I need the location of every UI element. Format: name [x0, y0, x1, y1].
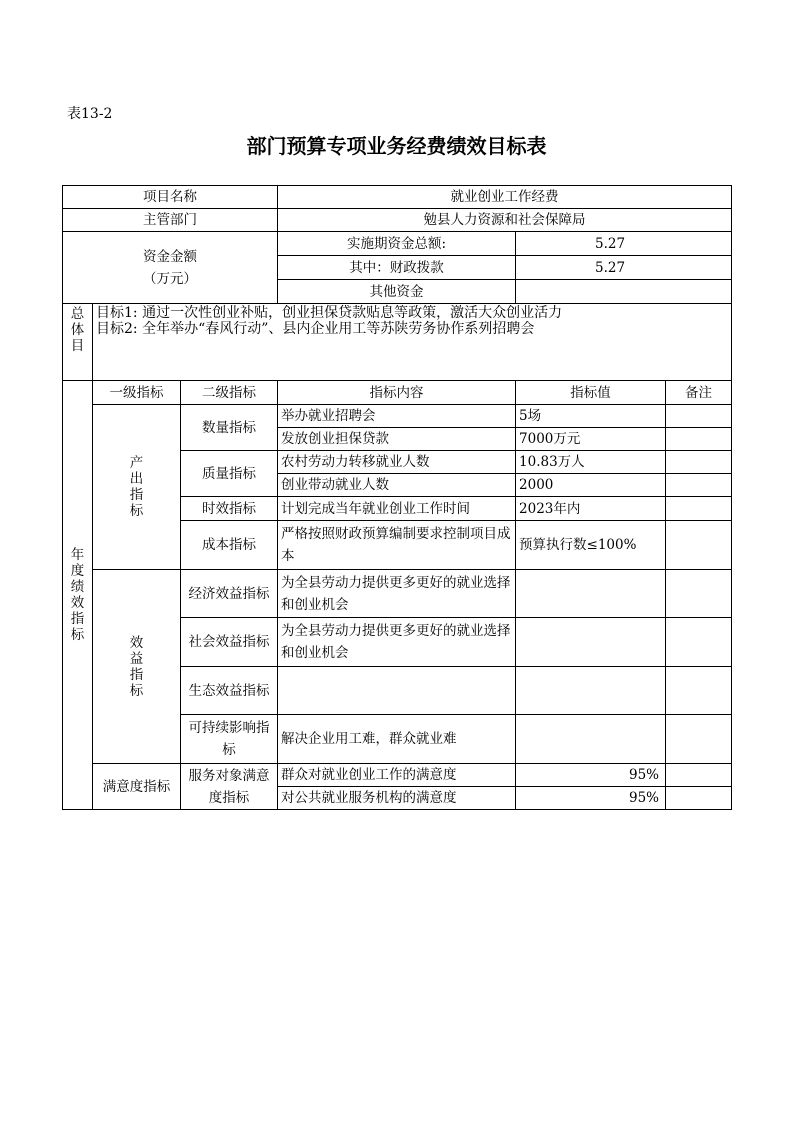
page-title: 部门预算专项业务经费绩效目标表 — [246, 134, 547, 158]
indicator-content: 群众对就业创业工作的满意度 — [278, 764, 516, 787]
indicator-header-row — [63, 381, 732, 405]
remark-cell — [666, 474, 732, 497]
indicator-content: 发放创业担保贷款 — [278, 428, 516, 451]
satisfaction-label: 满意度指标 — [93, 764, 181, 810]
remark-cell — [666, 521, 732, 570]
overall-goals-row — [63, 304, 732, 381]
indicator-value — [516, 570, 666, 618]
remark-cell — [666, 428, 732, 451]
dept-label: 主管部门 — [63, 209, 278, 232]
goal-2: 目标2: 全年举办“春风行动”、县内企业用工等苏陕劳务协作系列招聘会 — [96, 321, 535, 337]
performance-table — [62, 185, 732, 810]
header-content: 指标内容 — [278, 381, 516, 405]
quantity-label: 数量指标 — [181, 405, 278, 451]
funds-fiscal-label: 其中：财政拨款 — [278, 256, 516, 280]
indicator-value — [516, 715, 666, 764]
remark-cell — [666, 451, 732, 474]
indicator-content: 对公共就业服务机构的满意度 — [278, 787, 516, 810]
social-label: 社会效益指标 — [181, 618, 278, 667]
indicator-content — [278, 667, 516, 715]
remark-cell — [666, 715, 732, 764]
dept-value: 勉县人力资源和社会保障局 — [278, 209, 732, 232]
overall-goals — [93, 304, 732, 381]
funds-total-label: 实施期资金总额: — [278, 232, 516, 256]
indicator-content: 为全县劳动力提供更多更好的就业选择和创业机会 — [278, 570, 516, 618]
header-value: 指标值 — [516, 381, 666, 405]
indicator-value: 预算执行数≤100% — [516, 521, 666, 570]
indicator-value: 10.83万人 — [516, 451, 666, 474]
indicator-value: 7000万元 — [516, 428, 666, 451]
economic-label: 经济效益指标 — [181, 570, 278, 618]
funds-other-value — [516, 280, 732, 304]
quality-label: 质量指标 — [181, 451, 278, 497]
indicator-value: 2000 — [516, 474, 666, 497]
timeliness-label: 时效指标 — [181, 497, 278, 521]
header-level1: 一级指标 — [93, 381, 181, 405]
project-value: 就业创业工作经费 — [278, 186, 732, 209]
annual-label: 年 度 绩 效 指 标 — [63, 381, 93, 810]
cost-label: 成本指标 — [181, 521, 278, 570]
funds-label: 资金金额 — [143, 248, 197, 265]
indicator-content: 农村劳动力转移就业人数 — [278, 451, 516, 474]
remark-cell — [666, 764, 732, 787]
indicator-value — [516, 618, 666, 667]
header-remark: 备注 — [666, 381, 732, 405]
table-row — [63, 764, 732, 787]
eco-label: 生态效益指标 — [181, 667, 278, 715]
indicator-content: 创业带动就业人数 — [278, 474, 516, 497]
remark-cell — [666, 787, 732, 810]
overall-label: 总 体 目 — [63, 304, 93, 381]
remark-cell — [666, 405, 732, 428]
project-row — [63, 186, 732, 209]
indicator-content: 严格按照财政预算编制要求控制项目成本 — [278, 521, 516, 570]
output-label: 产 出 指 标 — [93, 405, 181, 570]
remark-cell — [666, 497, 732, 521]
table-row — [63, 405, 732, 428]
indicator-content: 为全县劳动力提供更多更好的就业选择和创业机会 — [278, 618, 516, 667]
indicator-content: 解决企业用工难，群众就业难 — [278, 715, 516, 764]
funds-total-value: 5.27 — [516, 232, 732, 256]
remark-cell — [666, 618, 732, 667]
remark-cell — [666, 667, 732, 715]
satisfaction-sub-label: 服务对象满意度指标 — [181, 764, 278, 810]
indicator-value: 2023年内 — [516, 497, 666, 521]
funds-total-row — [63, 232, 732, 256]
funds-fiscal-value: 5.27 — [516, 256, 732, 280]
benefit-label: 效 益 指 标 — [93, 570, 181, 764]
indicator-content: 举办就业招聘会 — [278, 405, 516, 428]
table-number: 表13-2 — [67, 106, 113, 122]
indicator-value: 95% — [516, 764, 666, 787]
project-label: 项目名称 — [63, 186, 278, 209]
funds-unit: （万元） — [143, 270, 197, 287]
indicator-value: 95% — [516, 787, 666, 810]
indicator-value — [516, 667, 666, 715]
goal-1: 目标1: 通过一次性创业补贴，创业担保贷款贴息等政策，激活大众创业活力 — [96, 305, 563, 321]
sustain-label: 可持续影响指标 — [181, 715, 278, 764]
header-level2: 二级指标 — [181, 381, 278, 405]
funds-label-cell — [63, 232, 278, 304]
table-row — [63, 570, 732, 618]
indicator-value: 5场 — [516, 405, 666, 428]
dept-row — [63, 209, 732, 232]
indicator-content: 计划完成当年就业创业工作时间 — [278, 497, 516, 521]
remark-cell — [666, 570, 732, 618]
funds-other-label: 其他资金 — [278, 280, 516, 304]
